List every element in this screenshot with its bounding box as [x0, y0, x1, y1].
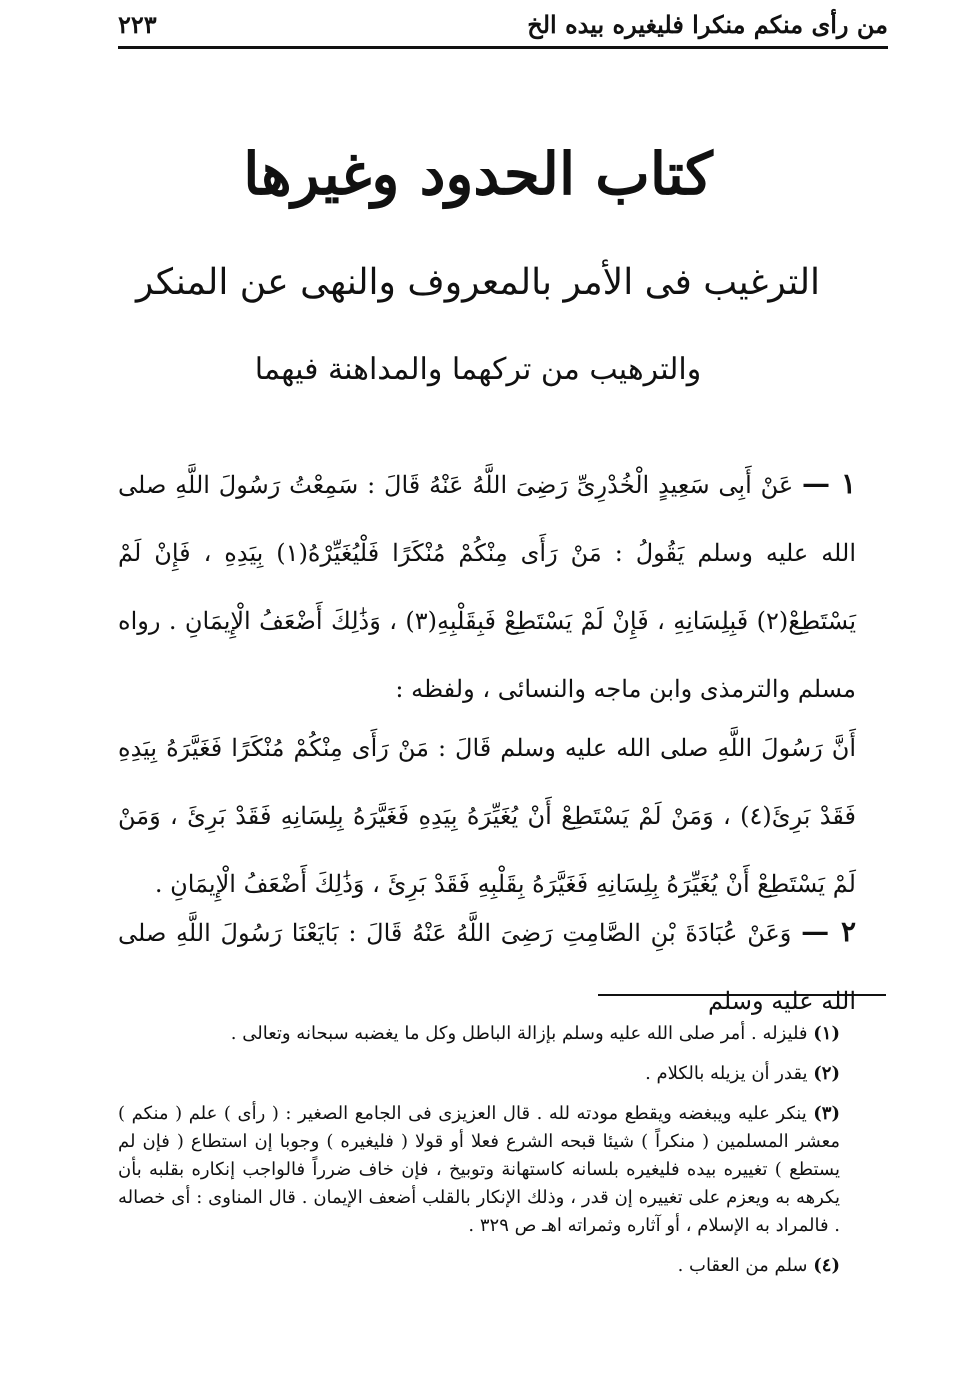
footnote-text: سلم من العقاب .	[677, 1255, 808, 1276]
footnote-3	[118, 1100, 840, 1240]
hadith-text: وَعَنْ عُبَادَةَ بْنِ الصَّامِتِ رَضِىَ اللَّهُ عَنْهُ قَالَ : بَايَعْنَا رَسُولَ اللَّهِ صلى الله عليه وسلم	[118, 919, 856, 1015]
footnote-number: (٤)	[813, 1255, 840, 1276]
footnote-4	[118, 1252, 840, 1280]
header-rule	[118, 46, 888, 49]
footnote-number: (٣)	[813, 1103, 840, 1124]
hadith-number: ١ —	[802, 467, 857, 500]
chapter-title-line2: والترهيب من تركهما والمداهنة فيهما	[254, 352, 702, 387]
book-title: كتاب الحدود وغيرها	[243, 140, 713, 208]
page-number: ٢٢٣	[118, 9, 157, 39]
page-header	[118, 4, 888, 44]
hadith-paragraph-2	[118, 898, 856, 1035]
footnote-number: (١)	[813, 1023, 840, 1044]
hadith-text: أَنَّ رَسُولَ اللَّهِ صلى الله عليه وسلم قَالَ : مَنْ رَأَى مِنْكُمْ مُنْكَرًا فَغَيَّرَهُ بِيَدِهِ فَقَدْ بَرِئَ(٤) ، وَمَنْ لَمْ يَسْتَطِعْ أَنْ يُغَيِّرَهُ بِيَدِهِ فَغَيَّرَهُ بِلِسَانِهِ فَقَدْ بَرِئَ ، وَمَنْ لَمْ يَسْتَطِعْ أَنْ يُغَيِّرَهُ بِلِسَانِهِ فَغَيَّرَهُ بِقَلْبِهِ فَقَدْ بَرِئَ ، وَذَٰلِكَ أَضْعَفُ الْإِيمَانِ .	[118, 734, 856, 898]
footnotes	[118, 1020, 840, 1292]
footnote-number: (٢)	[813, 1063, 840, 1084]
hadith-paragraph-variant	[118, 714, 856, 918]
hadith-text: عَنْ أَبِى سَعِيدٍ الْخُدْرِىِّ رَضِىَ اللَّهُ عَنْهُ قَالَ : سَمِعْتُ رَسُولَ اللَّهِ صلى الله عليه وسلم يَقُولُ : مَنْ رَأَى مِنْكُمْ مُنْكَرًا فَلْيُغَيِّرْهُ(١) بِيَدِهِ ، فَإِنْ لَمْ يَسْتَطِعْ(٢) فَبِلِسَانِهِ ، فَإِنْ لَمْ يَسْتَطِعْ فَبِقَلْبِهِ(٣) ، وَذَٰلِكَ أَضْعَفُ الْإِيمَانِ . رواه مسلم والترمذى وابن ماجه والنسائى ، ولفظه :	[118, 471, 856, 703]
footnote-text: ينكر عليه ويبغضه ويقطع مودته لله . قال العزيزى فى الجامع الصغير : ( رأى ) علم ( منكم ) معشر المسلمين ( منكراً ) شيئا قبحه الشرع فعلا أو قولا ( فليغيره ) وجوبا إن استطاع ( فإن لم يستطع ) تغييره بيده فليغيره بلسانه كاستهانة وتوبيخ ، فإن خاف ضرراً فالواجب إنكاره بقلبه بأن يكرهه به ويعزم على تغييره إن قدر ، وذلك الإنكار بالقلب أضعف الإيمان . قال المناوى : أى خصاله . فالمراد به الإسلام ، أو آثاره وثمراته اهـ ص ٣٢٩ .	[118, 1103, 840, 1236]
hadith-paragraph-1	[118, 450, 856, 723]
running-title: من رأى منكم منكرا فليغيره بيده الخ	[527, 9, 888, 39]
footnote-1	[118, 1020, 840, 1048]
footnote-text: فليزله . أمر صلى الله عليه وسلم بإزالة الباطل وكل ما يغضبه سبحانه وتعالى .	[230, 1023, 808, 1044]
hadith-number: ٢ —	[801, 915, 856, 948]
footnote-text: يقدر أن يزيله بالكلام .	[645, 1063, 808, 1084]
footnote-rule	[598, 994, 886, 996]
footnote-2	[118, 1060, 840, 1088]
chapter-title-line1: الترغيب فى الأمر بالمعروف والنهى عن المنكر	[135, 262, 821, 303]
